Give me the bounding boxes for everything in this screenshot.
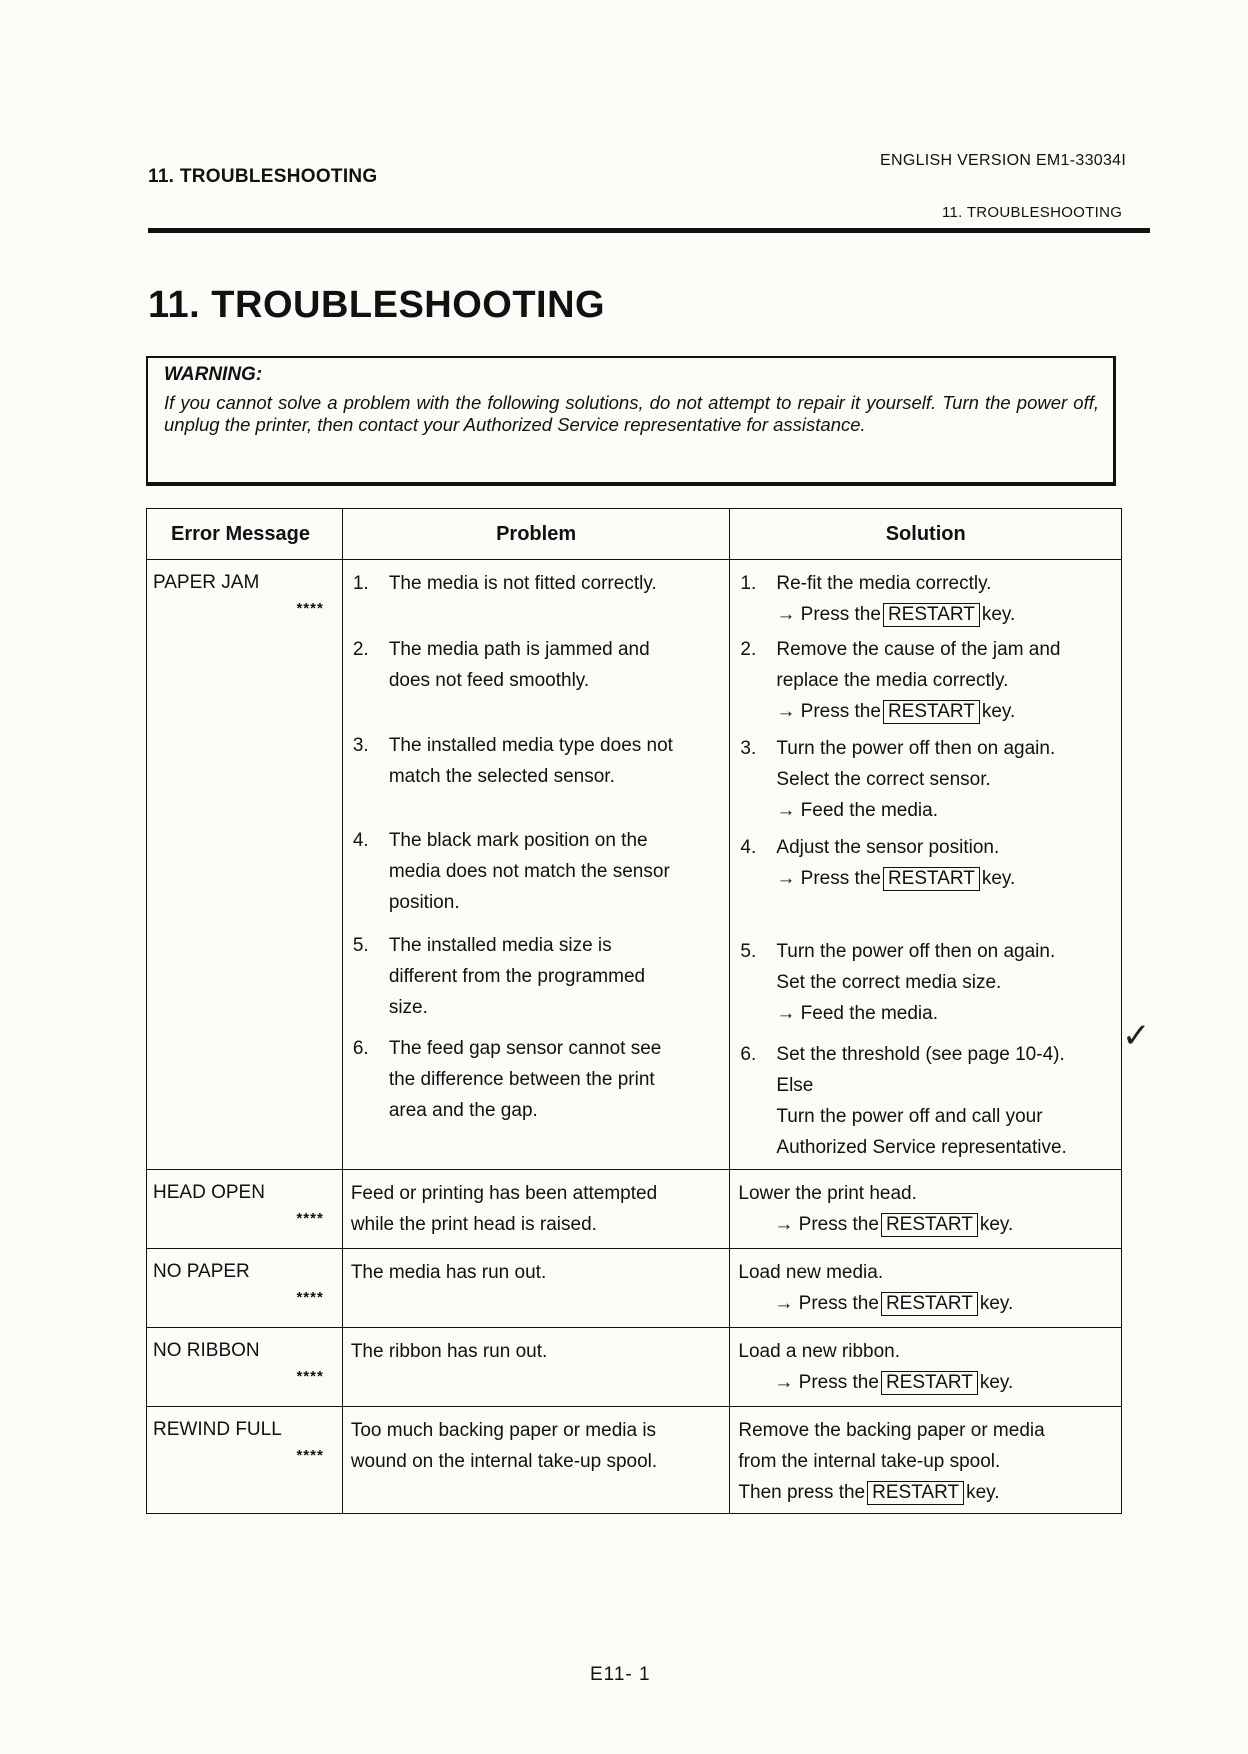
restart-key: RESTART bbox=[883, 867, 980, 891]
header-rule bbox=[148, 228, 1150, 233]
page-title: 11. TROUBLESHOOTING bbox=[148, 284, 606, 326]
solution-text: replace the media correctly. bbox=[776, 670, 1009, 691]
problem-item bbox=[353, 730, 724, 792]
error-stars: **** bbox=[296, 600, 324, 617]
problem-text: The installed media size is bbox=[388, 935, 612, 956]
table-row bbox=[147, 1249, 1122, 1328]
solution-item bbox=[740, 634, 1115, 727]
restart-key: RESTART bbox=[883, 603, 980, 627]
problem-item bbox=[353, 825, 724, 918]
solution-text: Remove the backing paper or media bbox=[738, 1420, 1045, 1441]
problem-text: The black mark position on the bbox=[388, 830, 648, 851]
item-number: 6. bbox=[740, 1044, 757, 1065]
solution-action: Then press the bbox=[738, 1482, 866, 1503]
warning-box bbox=[146, 356, 1116, 486]
error-cell bbox=[147, 560, 343, 1170]
error-stars: **** bbox=[296, 1368, 324, 1385]
error-name: REWIND FULL bbox=[153, 1419, 282, 1440]
error-name: NO RIBBON bbox=[153, 1340, 260, 1361]
header-chapter-title: 11. TROUBLESHOOTING bbox=[942, 204, 1123, 221]
handwritten-checkmark: ✓ bbox=[1122, 1016, 1151, 1056]
item-number: 1. bbox=[740, 573, 757, 594]
item-number: 5. bbox=[740, 941, 757, 962]
header-solution: Solution bbox=[730, 509, 1122, 560]
solution-item bbox=[740, 733, 1115, 826]
solution-action: → Press the bbox=[774, 1372, 879, 1393]
error-stars: **** bbox=[296, 1210, 324, 1227]
solution-text: from the internal take-up spool. bbox=[738, 1451, 1001, 1472]
problem-text: The media is not fitted correctly. bbox=[388, 573, 657, 594]
error-stars: **** bbox=[296, 1447, 324, 1464]
solution-action: → Press the bbox=[774, 1214, 879, 1235]
warning-text: If you cannot solve a problem with the following solutions, do not attempt to repair it yourself. Turn the power off, unplug the printer, then contact your Authorized Service representative for assistance. bbox=[164, 392, 1099, 435]
solution-text: Turn the power off then on again. bbox=[776, 941, 1056, 962]
solution-cell bbox=[730, 1170, 1122, 1249]
troubleshooting-table bbox=[146, 508, 1122, 1514]
solution-action-suffix: key. bbox=[981, 604, 1016, 625]
header-section-title: 11. TROUBLESHOOTING bbox=[148, 166, 378, 187]
page-number: E11- 1 bbox=[590, 1664, 651, 1685]
restart-key: RESTART bbox=[867, 1481, 964, 1505]
solution-cell bbox=[730, 1328, 1122, 1407]
problem-cell bbox=[342, 560, 730, 1170]
solution-action: → Press the bbox=[774, 1293, 879, 1314]
header-problem: Problem bbox=[342, 509, 730, 560]
solution-text: Turn the power off then on again. bbox=[776, 738, 1056, 759]
table-row bbox=[147, 560, 1122, 1170]
warning-label: WARNING: bbox=[164, 364, 263, 385]
problem-cell bbox=[342, 1407, 730, 1514]
problem-text: The media path is jammed and bbox=[388, 639, 650, 660]
problem-text: does not feed smoothly. bbox=[388, 670, 590, 691]
solution-text: Adjust the sensor position. bbox=[776, 837, 1000, 858]
problem-text: The ribbon has run out. bbox=[350, 1341, 548, 1362]
restart-key: RESTART bbox=[881, 1213, 978, 1237]
item-number: 1. bbox=[352, 573, 369, 594]
solution-text: Re-fit the media correctly. bbox=[776, 573, 992, 594]
table-header-row bbox=[147, 509, 1122, 560]
error-name: NO PAPER bbox=[153, 1261, 250, 1282]
problem-text: the difference between the print bbox=[388, 1069, 655, 1090]
solution-item bbox=[740, 1039, 1115, 1163]
problem-text: The installed media type does not bbox=[388, 735, 673, 756]
solution-text: Load new media. bbox=[738, 1262, 884, 1283]
problem-text: media does not match the sensor bbox=[388, 861, 670, 882]
error-cell bbox=[147, 1407, 343, 1514]
error-name: PAPER JAM bbox=[153, 572, 260, 593]
problem-text: Feed or printing has been attempted bbox=[350, 1183, 658, 1204]
restart-key: RESTART bbox=[881, 1371, 978, 1395]
problem-item bbox=[353, 634, 724, 696]
table-row bbox=[147, 1328, 1122, 1407]
item-number: 2. bbox=[740, 639, 757, 660]
item-number: 4. bbox=[352, 830, 369, 851]
problem-cell bbox=[342, 1249, 730, 1328]
solution-text: Else bbox=[776, 1075, 814, 1096]
solution-item bbox=[740, 936, 1115, 1029]
solution-text: Set the correct media size. bbox=[776, 972, 1002, 993]
problem-text: match the selected sensor. bbox=[388, 766, 615, 787]
item-number: 4. bbox=[740, 837, 757, 858]
error-name: HEAD OPEN bbox=[153, 1182, 265, 1203]
problem-text: while the print head is raised. bbox=[350, 1214, 597, 1235]
problem-item bbox=[353, 930, 724, 1023]
solution-text: Select the correct sensor. bbox=[776, 769, 991, 790]
solution-cell bbox=[730, 560, 1122, 1170]
item-number: 6. bbox=[352, 1038, 369, 1059]
solution-action-suffix: key. bbox=[979, 1214, 1014, 1235]
solution-text: Lower the print head. bbox=[738, 1183, 917, 1204]
solution-action-suffix: key. bbox=[981, 701, 1016, 722]
problem-text: Too much backing paper or media is bbox=[350, 1420, 657, 1441]
header-error-message: Error Message bbox=[147, 509, 343, 560]
error-cell bbox=[147, 1249, 343, 1328]
solution-cell bbox=[730, 1407, 1122, 1514]
header-document-version: ENGLISH VERSION EM1-33034I bbox=[880, 152, 1127, 169]
solution-action: → Press the bbox=[776, 868, 881, 889]
solution-text: → Feed the media. bbox=[776, 1003, 938, 1024]
solution-text: Authorized Service representative. bbox=[776, 1137, 1067, 1158]
item-number: 5. bbox=[352, 935, 369, 956]
problem-text: position. bbox=[388, 892, 460, 913]
error-cell bbox=[147, 1170, 343, 1249]
solution-item bbox=[740, 832, 1115, 894]
problem-cell bbox=[342, 1170, 730, 1249]
problem-cell bbox=[342, 1328, 730, 1407]
solution-action-suffix: key. bbox=[979, 1372, 1014, 1393]
restart-key: RESTART bbox=[883, 700, 980, 724]
problem-text: size. bbox=[388, 997, 428, 1018]
solution-action: → Press the bbox=[776, 604, 881, 625]
restart-key: RESTART bbox=[881, 1292, 978, 1316]
problem-text: area and the gap. bbox=[388, 1100, 538, 1121]
table-row bbox=[147, 1407, 1122, 1514]
solution-item bbox=[740, 568, 1115, 630]
solution-text: Turn the power off and call your bbox=[776, 1106, 1043, 1127]
item-number: 3. bbox=[740, 738, 757, 759]
item-number: 2. bbox=[352, 639, 369, 660]
item-number: 3. bbox=[352, 735, 369, 756]
problem-item bbox=[353, 568, 724, 599]
solution-action-suffix: key. bbox=[966, 1482, 1000, 1503]
table-row bbox=[147, 1170, 1122, 1249]
solution-text: Load a new ribbon. bbox=[738, 1341, 901, 1362]
solution-action-suffix: key. bbox=[979, 1293, 1014, 1314]
solution-action-suffix: key. bbox=[981, 868, 1016, 889]
error-stars: **** bbox=[296, 1289, 324, 1306]
problem-text: The media has run out. bbox=[350, 1262, 547, 1283]
solution-action: → Press the bbox=[776, 701, 881, 722]
problem-text: The feed gap sensor cannot see bbox=[388, 1038, 662, 1059]
solution-cell bbox=[730, 1249, 1122, 1328]
solution-text: Set the threshold (see page 10-4). bbox=[776, 1044, 1065, 1065]
solution-text: Remove the cause of the jam and bbox=[776, 639, 1061, 660]
error-cell bbox=[147, 1328, 343, 1407]
problem-text: wound on the internal take-up spool. bbox=[350, 1451, 658, 1472]
problem-text: different from the programmed bbox=[388, 966, 646, 987]
problem-item bbox=[353, 1033, 724, 1126]
solution-text: → Feed the media. bbox=[776, 800, 938, 821]
